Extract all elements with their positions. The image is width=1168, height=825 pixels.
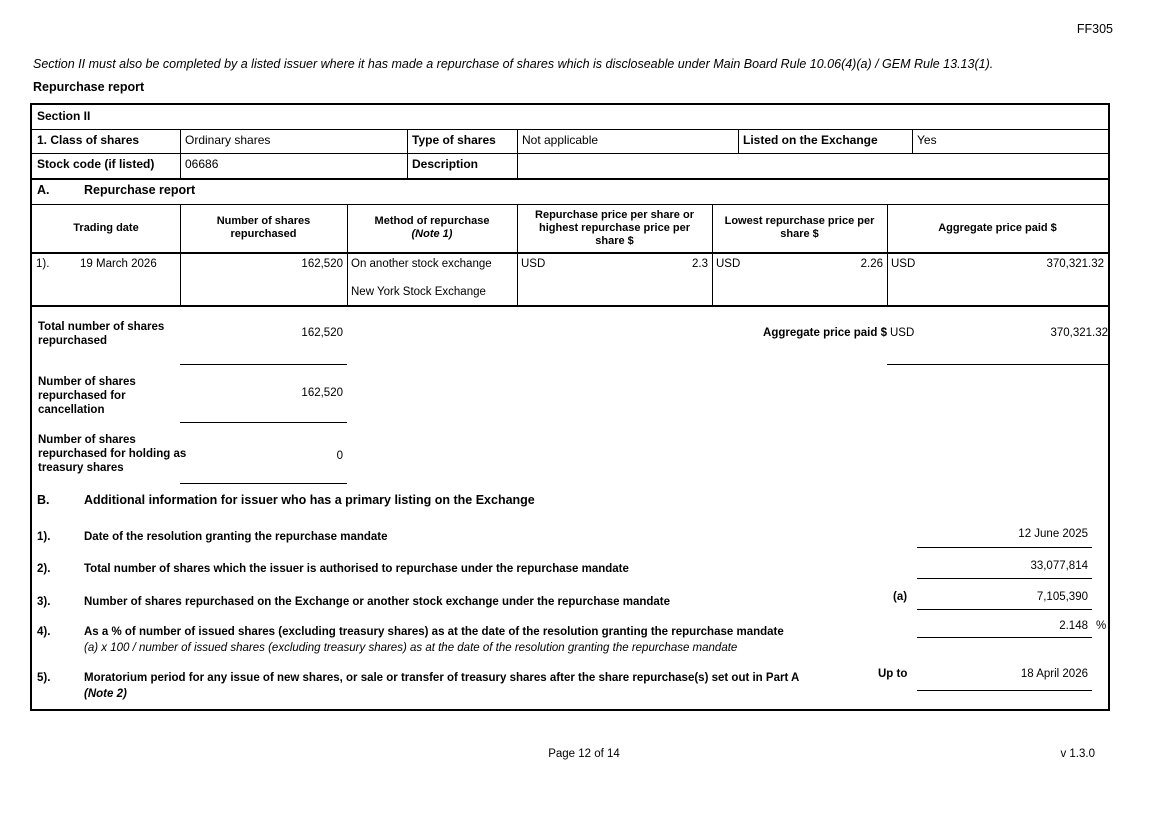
row1-method: On another stock exchange [351,258,492,270]
value-underline [180,483,347,484]
sectionB-item-5 [37,672,799,684]
authorised-shares-value: 33,077,814 [1030,560,1088,572]
sectionB-letter: B. [37,493,50,507]
col-header-high-price [517,204,712,252]
sectionB-item-2 [37,563,629,575]
sectionB-item-1 [37,531,388,543]
item-text: Moratorium period for any issue of new shares, or sale or transfer of treasury shares after the share repurchase(s) set out in Part A [84,672,800,684]
sectionB-heading: Additional information for issuer who has a primary listing on the Exchange [84,493,535,507]
item-3-prefix: (a) [893,591,908,603]
item-number: 4). [37,626,51,638]
section2-header: Section II [37,109,91,123]
item-number: 5). [37,672,51,684]
class-of-shares-label: 1. Class of shares [37,133,140,147]
sectionB-item-3 [37,596,670,608]
row1-low-price-cell [712,252,887,276]
col-header-aggregate-paid [887,204,1108,252]
type-of-shares-label: Type of shares [412,133,496,147]
item-number: 2). [37,563,51,575]
row1-aggregate-cell [887,252,1108,276]
cancellation-label: Number of shares repurchased for cancellation [38,376,136,416]
stock-code-label: Stock code (if listed) [37,157,155,171]
value-underline [917,637,1092,638]
col-header-method [347,204,517,252]
sectionA-heading-row [32,180,1108,201]
percent-of-issued-shares-value: 2.148 [1059,620,1088,632]
item-4-formula: (a) x 100 / number of issued shares (excluding treasury shares) as at the date of the resolution granting the repurchase mandate [84,642,738,654]
row1-method-cell [347,252,517,305]
row1-high-currency: USD [521,258,546,270]
col-header-trading-date [32,204,180,252]
row1-index: 1). [36,258,50,270]
col-header-label: Number of shares repurchased [216,215,311,240]
version-label: v 1.3.0 [1060,748,1095,760]
item-text: Date of the resolution granting the repurchase mandate [84,531,388,543]
item-text: Total number of shares which the issuer is authorised to repurchase under the repurchase mandate [84,563,629,575]
col-header-shares-repurchased [180,204,347,252]
value-underline [917,609,1092,610]
item-5-note: (Note 2) [84,688,127,700]
item-number: 3). [37,596,51,608]
form-table [30,103,1110,711]
row1-low-price: 2.26 [860,258,883,270]
row1-trading-date-cell [32,252,180,276]
col-header-label: Repurchase price per share or highest repurchase price per share $ [535,208,694,247]
page-number: Page 12 of 14 [548,748,620,760]
row1-low-currency: USD [716,258,741,270]
type-of-shares-value: Not applicable [522,133,599,147]
class-of-shares-value: Ordinary shares [185,133,271,147]
row1-aggregate-currency: USD [891,258,916,270]
col-header-label: Trading date [73,221,139,234]
row1-high-price-cell [517,252,712,276]
form-code: FF305 [1076,22,1113,36]
mandate-date-value: 12 June 2025 [1018,528,1088,540]
col-header-label: Lowest repurchase price per share $ [724,215,875,240]
treasury-value: 0 [336,450,343,462]
sectionB-heading-row [37,491,535,509]
value-underline [917,690,1092,691]
item-text: As a % of number of issued shares (excluding treasury shares) as at the date of the resolution granting the repurchase mandate [84,626,784,638]
repurchased-under-mandate-value: 7,105,390 [1036,591,1088,603]
value-underline [917,578,1092,579]
page-title: Repurchase report [33,80,145,94]
total-shares-label: Total number of shares repurchased [38,321,165,347]
listed-on-exchange-label: Listed on the Exchange [743,133,878,147]
sectionB-item-4 [37,626,784,638]
col-header-label: Aggregate price paid $ [938,221,1057,234]
col-header-label: Method of repurchase [374,215,490,227]
treasury-label: Number of shares repurchased for holding as treasury shares [38,434,187,474]
value-underline [180,422,347,423]
h-divider [32,305,1108,307]
cancellation-value: 162,520 [301,387,343,399]
value-underline [917,547,1092,548]
value-underline [180,364,347,365]
total-shares-value: 162,520 [301,327,343,339]
percent-sign: % [1096,620,1107,632]
listed-on-exchange-value: Yes [917,133,937,147]
sectionA-letter: A. [37,183,50,197]
aggregate-paid-currency: USD [890,327,915,339]
item-number: 1). [37,531,51,543]
col-header-method-note: (Note 1) [411,228,453,240]
intro-note: Section II must also be completed by a listed issuer where it has made a repurchase of shares which is discloseable under Main Board Rule 10.06(4)(a) / GEM Rule 13.13(1). [33,57,994,71]
description-value [517,153,1108,161]
description-label: Description [412,157,479,171]
aggregate-paid-label: Aggregate price paid $ [763,327,887,339]
sectionA-heading: Repurchase report [84,183,196,197]
row1-high-price: 2.3 [692,258,708,270]
row1-trading-date: 19 March 2026 [80,258,157,270]
value-underline [887,364,1108,365]
item-text: Number of shares repurchased on the Exchange or another stock exchange under the repurchase mandate [84,596,671,608]
item-5-prefix: Up to [878,668,908,680]
aggregate-paid-value: 370,321.32 [1050,327,1108,339]
row1-shares-repurchased: 162,520 [301,258,343,270]
col-header-low-price [712,204,887,252]
stock-code-value: 06686 [185,157,219,171]
row1-method-detail: New York Stock Exchange [351,286,486,298]
moratorium-date-value: 18 April 2026 [1020,668,1088,680]
row1-aggregate-paid: 370,321.32 [1046,258,1104,270]
